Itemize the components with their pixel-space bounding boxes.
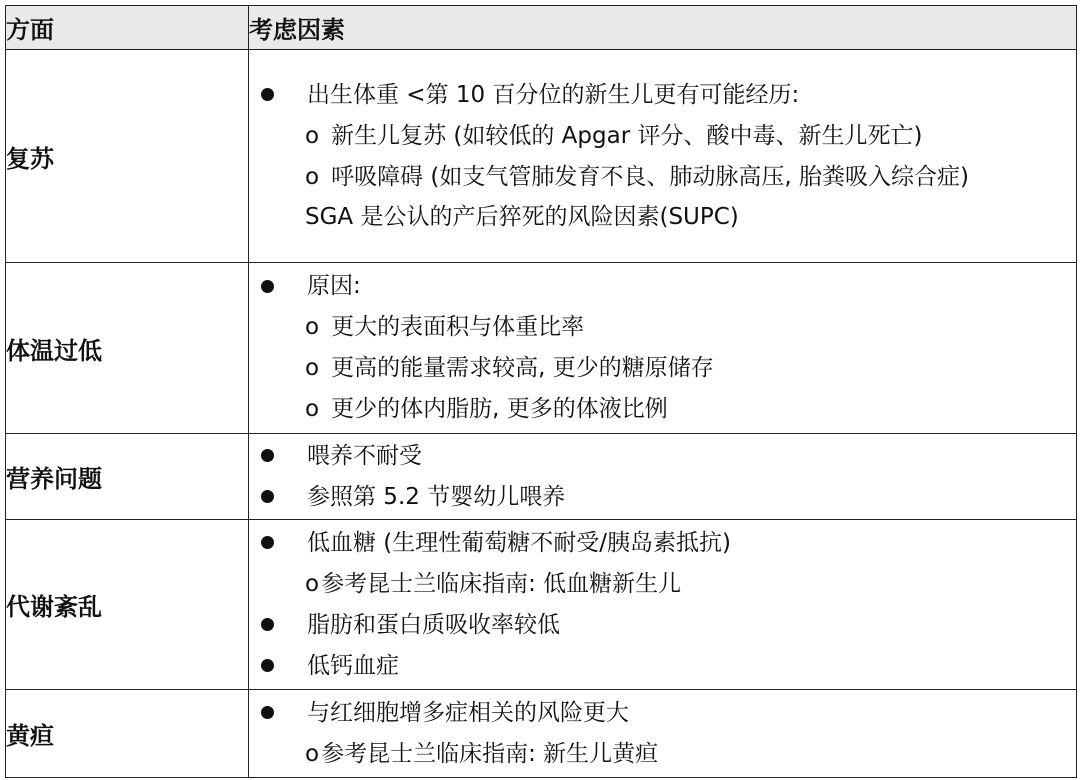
item-text: 新生儿复苏 (如较低的 Apgar 评分、酸中毒、新生儿死亡) xyxy=(331,122,923,149)
list-item xyxy=(249,75,1076,116)
item-text: 呼吸障碍 (如支气管肺发育不良、肺动脉高压, 胎粪吸入综合症) xyxy=(331,163,969,190)
sub-marker: o xyxy=(305,355,320,381)
table-row xyxy=(6,690,1077,778)
bullet-icon xyxy=(261,659,274,672)
factors-cell xyxy=(249,690,1077,778)
list-item xyxy=(249,307,1076,348)
item-text: 更高的能量需求较高, 更少的糖原储存 xyxy=(331,355,714,381)
item-text: 参考昆士兰临床指南: 新生儿黄疸 xyxy=(321,740,659,767)
aspect-cell: 体温过低 xyxy=(6,263,249,434)
factors-cell xyxy=(249,263,1077,434)
list-item xyxy=(249,116,1076,157)
aspect-cell: 营养问题 xyxy=(6,434,249,520)
item-text: 低血糖 (生理性葡萄糖不耐受/胰岛素抵抗) xyxy=(307,529,732,556)
table-row xyxy=(6,50,1077,263)
item-text: 喂养不耐受 xyxy=(307,442,422,469)
header-row xyxy=(6,6,1077,50)
item-text: 参考昆士兰临床指南: 低血糖新生儿 xyxy=(321,570,682,597)
bullet-icon xyxy=(261,706,274,719)
sub-marker: o xyxy=(305,122,320,149)
header-aspect: 方面 xyxy=(6,6,249,50)
factors-cell xyxy=(249,50,1077,263)
considerations-table xyxy=(5,5,1077,778)
bullet-icon xyxy=(261,490,274,503)
sub-marker: o xyxy=(305,163,320,190)
factors-cell xyxy=(249,520,1077,690)
aspect-cell: 黄疸 xyxy=(6,690,249,778)
bullet-icon xyxy=(261,618,274,631)
list-item xyxy=(249,157,1076,197)
sub-marker: o xyxy=(305,740,320,767)
item-text: 更大的表面积与体重比率 xyxy=(331,314,585,340)
list-item xyxy=(249,389,1076,430)
table-row xyxy=(6,263,1077,434)
table-row xyxy=(6,434,1077,520)
list-item xyxy=(249,564,1076,605)
list-item xyxy=(249,348,1076,389)
item-text: 参照第 5.2 节婴幼儿喂养 xyxy=(307,483,566,510)
list-item xyxy=(249,693,1076,734)
bullet-icon xyxy=(261,536,274,549)
aspect-cell: 代谢紊乱 xyxy=(6,520,249,690)
header-factors: 考虑因素 xyxy=(249,6,1077,50)
item-text: 低钙血症 xyxy=(307,652,399,679)
bullet-icon xyxy=(261,88,274,101)
factors-cell xyxy=(249,434,1077,520)
aspect-cell: 复苏 xyxy=(6,50,249,263)
item-text: 与红细胞增多症相关的风险更大 xyxy=(307,699,629,726)
item-text: SGA 是公认的产后猝死的风险因素(SUPC) xyxy=(305,203,739,230)
item-text: 原因: xyxy=(307,273,361,299)
table-row xyxy=(6,520,1077,690)
bullet-icon xyxy=(261,280,274,293)
list-item xyxy=(249,646,1076,687)
list-item xyxy=(249,605,1076,646)
list-item xyxy=(249,734,1076,775)
list-item xyxy=(249,266,1076,307)
list-item xyxy=(249,436,1076,477)
list-item xyxy=(249,523,1076,564)
sub-marker: o xyxy=(305,396,320,422)
bullet-icon xyxy=(261,449,274,462)
item-text: 出生体重 <第 10 百分位的新生儿更有可能经历: xyxy=(307,81,800,108)
list-item xyxy=(249,197,1076,238)
sub-marker: o xyxy=(305,314,320,340)
list-item xyxy=(249,477,1076,518)
item-text: 脂肪和蛋白质吸收率较低 xyxy=(307,611,560,638)
item-text: 更少的体内脂肪, 更多的体液比例 xyxy=(331,396,668,422)
sub-marker: o xyxy=(305,570,320,597)
